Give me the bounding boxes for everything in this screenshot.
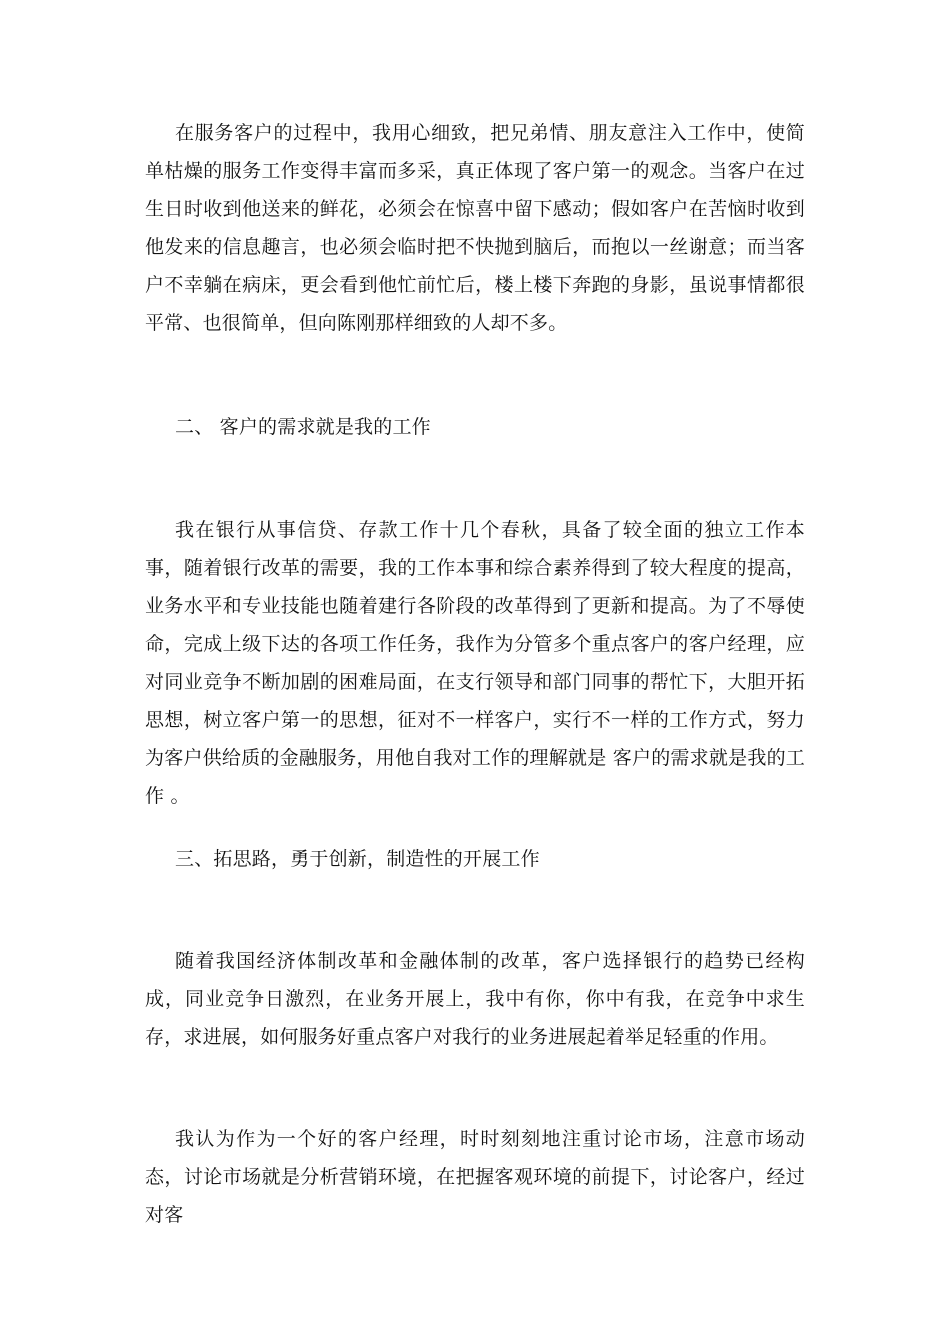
section-heading: 二、 客户的需求就是我的工作 [175, 416, 431, 438]
body-paragraph: 在服务客户的过程中，我用心细致，把兄弟情、朋友意注入工作中，使简单枯燥的服务工作变得丰富而多采，真正体现了客户第一的观念。当客户在过生日时收到他送来的鲜花，必须会在惊喜中留下感动；假如客户在苦恼时收到他发来的信息趣言，也必须会临时把不快抛到脑后，而抱以一丝谢意；而当客户不幸躺在病床，更会看到他忙前忙后，楼上楼下奔跑的身影，虽说事情都很平常、也很简单，但向陈刚那样细致的人却不多。 [145, 122, 805, 334]
body-paragraph: 随着我国经济体制改革和金融体制的改革，客户选择银行的趋势已经构成，同业竞争日激烈，在业务开展上，我中有你，你中有我，在竞争中求生存，求进展，如何服务好重点客户对我行的业务进展起着举足轻重的作用。 [145, 950, 805, 1048]
body-paragraph: 我在银行从事信贷、存款工作十几个春秋，具备了较全面的独立工作本事，随着银行改革的需要，我的工作本事和综合素养得到了较大程度的提高，业务水平和专业技能也随着建行各阶段的改革得到了更新和提高。为了不辱使命，完成上级下达的各项工作任务，我作为分管多个重点客户的客户经理，应对同业竞争不断加剧的困难局面，在支行领导和部门同事的帮忙下，大胆开拓思想，树立客户第一的思想，征对不一样客户，实行不一样的工作方式，努力为客户供给质的金融服务，用他自我对工作的理解就是 客户的需求就是我的工作 。 [145, 519, 805, 807]
section-heading: 三、拓思路，勇于创新，制造性的开展工作 [175, 848, 540, 870]
body-paragraph: 我认为作为一个好的客户经理，时时刻刻地注重讨论市场，注意市场动态，讨论市场就是分析营销环境，在把握客观环境的前提下，讨论客户，经过对客 [145, 1128, 805, 1226]
